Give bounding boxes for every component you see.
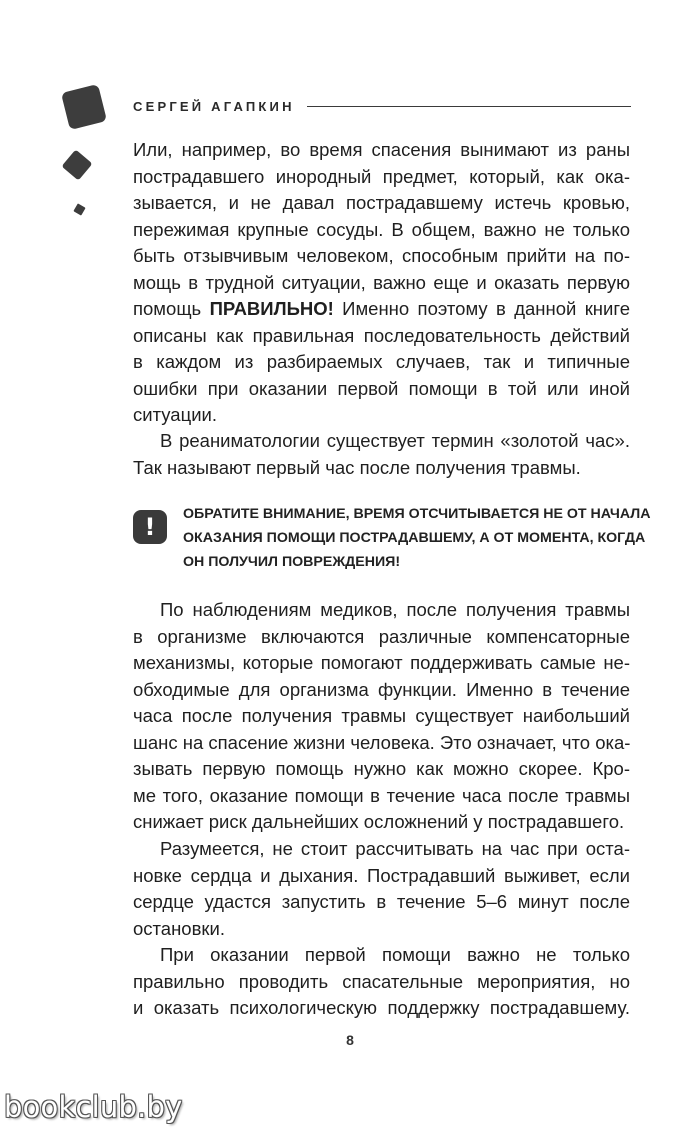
- text-line: зывать первую помощь нужно как можно скорее. Кро-: [133, 758, 630, 779]
- text-line: снижает риск дальнейших осложнений у пострадавшего.: [133, 811, 625, 832]
- text-line: пережимая крупные сосуды. В общем, важно не только: [133, 218, 630, 240]
- text-line: шанс на спасение жизни человека. Это означает, что ока-: [133, 731, 631, 753]
- text-line: часа после получения травмы существует наибольший: [133, 705, 630, 726]
- callout-line: ОБРАТИТЕ ВНИМАНИЕ, ВРЕМЯ ОТСЧИТЫВАЕТСЯ НЕ ОТ НАЧАЛА: [183, 506, 651, 522]
- text-fragment: помощь: [133, 298, 210, 319]
- author-name: СЕРГЕЙ АГАПКИН: [133, 98, 295, 114]
- paragraph-psychological-support: [133, 942, 630, 1022]
- text-line: По наблюдениям медиков, после получения травмы: [160, 599, 630, 620]
- header-rule: [307, 106, 631, 107]
- callout-line: ОН ПОЛУЧИЛ ПОВРЕЖДЕНИЯ!: [183, 554, 401, 570]
- paragraph-golden-hour: [133, 428, 630, 481]
- text-line: В реаниматологии существует термин «золотой час».: [160, 430, 630, 451]
- page-number: 8: [346, 1032, 354, 1048]
- callout-line: ОКАЗАНИЯ ПОМОЩИ ПОСТРАДАВШЕМУ, А ОТ МОМЕНТА, КОГДА: [183, 530, 646, 546]
- text-line: механизмы, которые помогают поддерживать самые не-: [133, 652, 630, 673]
- decorative-square-small: [73, 203, 85, 215]
- paragraph-compensatory: [133, 597, 630, 836]
- text-line: Или, например, во время спасения вынимают из раны: [133, 139, 630, 160]
- text-line: пострадавшего инородный предмет, который, как ока-: [133, 165, 630, 187]
- attention-callout: [133, 502, 651, 582]
- text-line: [133, 296, 630, 323]
- text-line: ме того, оказание помощи в течение часа после травмы: [133, 784, 630, 806]
- text-line: правильно проводить спасательные мероприятия, но: [133, 970, 630, 992]
- emphasis-correctly: ПРАВИЛЬНО!: [209, 298, 334, 319]
- text-line: быть отзывчивым человеком, способным прийти на по-: [133, 245, 630, 266]
- text-line: сердце удастся запустить в течение 5–6 минут после: [133, 891, 630, 912]
- decorative-square-large: [61, 84, 107, 130]
- paragraph-cardiac-arrest: [133, 836, 630, 942]
- callout-text: [183, 502, 651, 574]
- text-line: обходимые для организма функции. Именно в течение: [133, 678, 630, 700]
- text-line: остановки.: [133, 917, 225, 939]
- paragraph-intro: [133, 137, 630, 429]
- text-line: зывается, и не давал пострадавшему истечь кровью,: [133, 192, 630, 213]
- text-line: Разумеется, не стоит рассчитывать на час при оста-: [160, 838, 630, 859]
- text-line: описаны как правильная последовательность действий: [133, 324, 630, 346]
- text-line: и оказать психологическую поддержку пострадавшему.: [133, 997, 630, 1018]
- text-line: ошибки при оказании первой помощи в той или иной: [133, 377, 630, 399]
- text-line: в каждом из разбираемых случаев, так и типичные: [133, 351, 630, 372]
- text-line: мощь в трудной ситуации, важно еще и оказать первую: [133, 271, 630, 293]
- text-line: ситуации.: [133, 404, 217, 425]
- watermark: bookclub.by: [4, 1090, 183, 1124]
- text-line: При оказании первой помощи важно не только: [160, 944, 630, 965]
- exclamation-icon: !: [133, 510, 167, 544]
- running-header: [133, 96, 631, 116]
- text-line: новке сердца и дыхания. Пострадавший выживет, если: [133, 864, 630, 886]
- text-line: Так называют первый час после получения травмы.: [133, 456, 581, 478]
- text-fragment: Именно поэтому в данной книге: [333, 298, 630, 319]
- decorative-square-medium: [62, 150, 93, 181]
- text-line: в организме включаются различные компенсаторные: [133, 625, 630, 647]
